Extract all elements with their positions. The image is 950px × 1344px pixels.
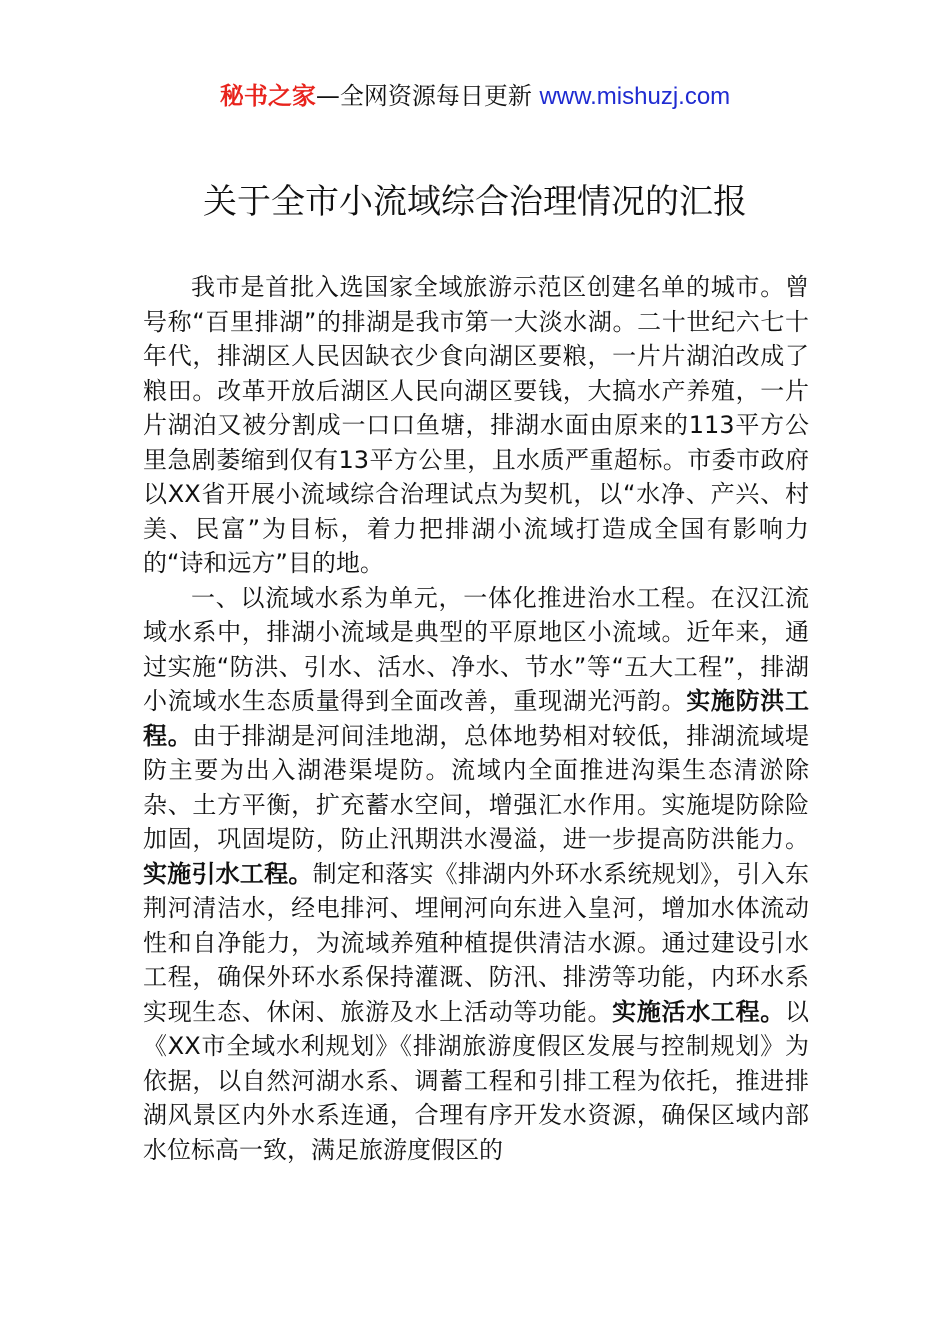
document-body bbox=[143, 270, 809, 1167]
site-header bbox=[0, 80, 950, 113]
paragraph-section-one bbox=[143, 581, 809, 1168]
paragraph-intro bbox=[143, 270, 809, 581]
bold-heading-water-diversion: 实施引水工程。 bbox=[143, 859, 313, 888]
brand-name: 秘书之家 bbox=[219, 82, 316, 110]
paragraph-text: 制定和落实《排湖内外环水系统规划》，引入东荆河清洁水，经电排河、埋闸河向东进入皇河，增加水体流动性和自净能力，为流域养殖种植提供清洁水源。通过建设引水工程，确保外环水系保持灌溉、防汛、排涝等功能，内环水系实现生态、休闲、旅游及水上活动等功能。 bbox=[143, 859, 810, 1026]
document-title: 关于全市小流域综合治理情况的汇报 bbox=[203, 182, 747, 222]
site-url-link[interactable]: www.mishuzj.com bbox=[539, 83, 731, 110]
paragraph-text: 以《XX市全域水利规划》《排湖旅游度假区发展与控制规划》为依据，以自然河湖水系、调蓄工程和引排工程为依托，推进排湖风景区内外水系连通，合理有序开发水资源，确保区域内部水位标高一致，满足旅游度假区的 bbox=[143, 997, 810, 1164]
bold-heading-flood-control: 实施防洪工程。 bbox=[143, 687, 810, 750]
bold-heading-water-circulation: 实施活水工程。 bbox=[612, 997, 786, 1026]
paragraph-text: 我市是首批入选国家全域旅游示范区创建名单的城市。曾号称“百里排湖”的排湖是我市第一大淡水湖。二十世纪六七十年代，排湖区人民因缺衣少食向湖区要粮，一片片湖泊改成了粮田。改革开放后湖区人民向湖区要钱，大搞水产养殖，一片片湖泊又被分割成一口口鱼塘，排湖水面由原来的113平方公里急剧萎缩到仅有13平方公里，且水质严重超标。市委市政府以XX省开展小流域综合治理试点为契机，以“水净、产兴、村美、民富”为目标，着力把排湖小流域打造成全国有影响力的“诗和远方”目的地。 bbox=[143, 273, 809, 577]
paragraph-text: 由于排湖是河间洼地湖，总体地势相对较低，排湖流域堤防主要为出入湖港渠堤防。流域内全面推进沟渠生态清淤除杂、土方平衡，扩充蓄水空间，增强汇水作用。实施堤防除险加固，巩固堤防，防止汛期洪水漫溢，进一步提高防洪能力。 bbox=[143, 721, 810, 853]
paragraph-text: 一、以流域水系为单元，一体化推进治水工程。在汉江流域水系中，排湖小流域是典型的平原地区小流域。近年来，通过实施“防洪、引水、活水、净水、节水”等“五大工程”，排湖小流域水生态质量得到全面改善，重现湖光沔韵。 bbox=[143, 583, 809, 715]
header-tagline: —全网资源每日更新 bbox=[315, 82, 540, 110]
